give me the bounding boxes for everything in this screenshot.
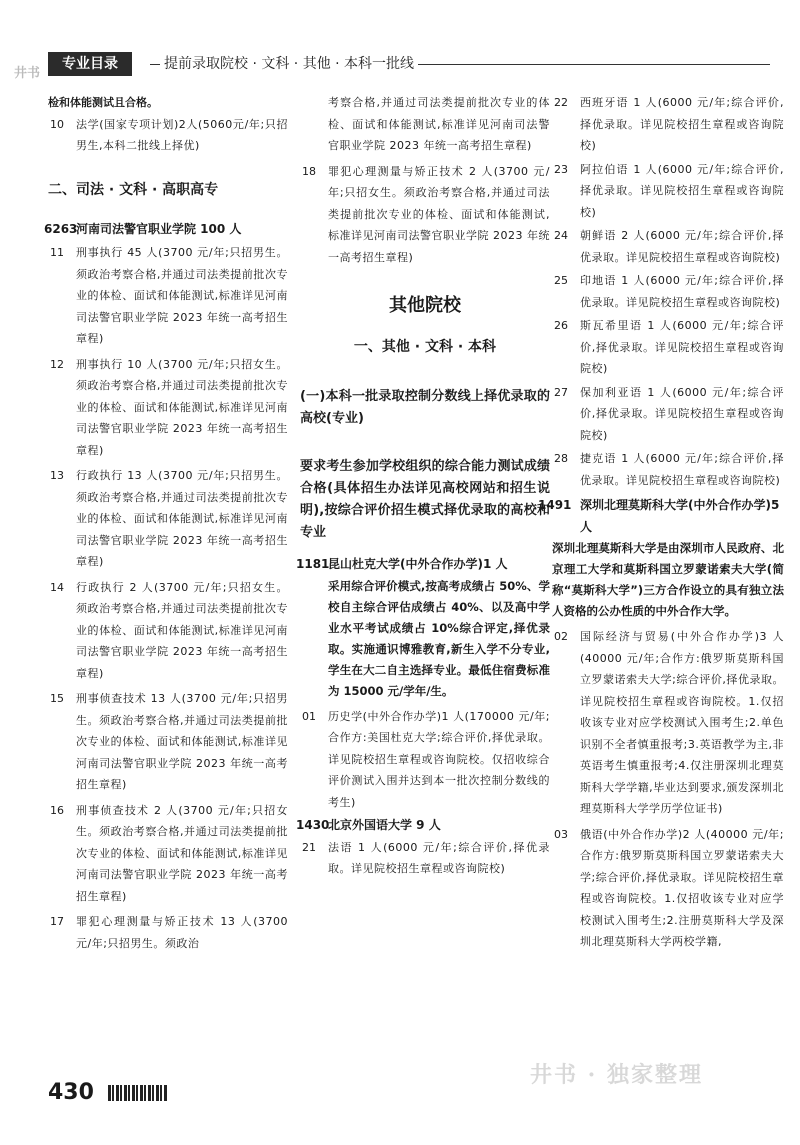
admission-note: 要求考生参加学校组织的综合能力测试成绩合格(具体招生办法详见高校网站和招生说明),按综合评价招生模式择优录取的高校和专业: [300, 459, 550, 540]
continued-entry: [300, 92, 550, 157]
major-entry: [552, 448, 784, 491]
major-text: 西班牙语 1 人(6000 元/年;综合评价,择优录取。详见院校招生章程或咨询院校): [580, 96, 784, 152]
school-code: 1430: [296, 818, 330, 832]
school-description: 采用综合评价模式,按高考成绩占 50%、学校自主综合评估成绩占 40%、以及高中学业水平考试成绩占 10%综合评定,择优录取。实施通识博雅教育,新生入学不分专业,学生在大二自主选择专业。最低住宿费标准为 15000 元/学年/生。: [328, 578, 550, 698]
school-code: 1181: [296, 557, 330, 571]
major-entry: [48, 911, 288, 954]
major-code: 01: [302, 709, 316, 723]
major-entry: [48, 688, 288, 796]
major-text: 国际经济与贸易(中外合作办学)3 人(40000 元/年;合作方:俄罗斯莫斯科国立罗蒙诺索夫大学;综合评价,择优录取。详见院校招生章程或咨询院校。1.仅招收该专业对应学校测试入围考生;2.单色识别不全者慎重报考;3.英语教学为主,非英语考生慎重报考;4.仅注册深圳北理莫斯科大学学籍,毕业达到要求,颁发深圳北理莫斯科大学学历学位证书): [580, 630, 784, 815]
major-text: 印地语 1 人(6000 元/年;综合评价,择优录取。详见院校招生章程或咨询院校): [580, 274, 784, 309]
section-heading: 一、其他 · 文科 · 本科: [353, 339, 497, 355]
major-entry: [552, 225, 784, 268]
page-header: [0, 0, 800, 100]
major-code: 11: [50, 246, 64, 259]
major-text: 保加利亚语 1 人(6000 元/年;综合评价,择优录取。详见院校招生章程或咨询院校): [580, 385, 784, 442]
major-text: 罪犯心理测量与矫正技术 2 人(3700 元/年;只招女生。须政治考察合格,并通过司法类提前批次专业的体检、面试和体能测试,标准详见河南司法警官职业学院 2023 年统一高考招生章程): [328, 164, 550, 264]
major-entry: [552, 382, 784, 447]
header-title: 提前录取院校 · 文科 · 其他 · 本科一批线: [160, 52, 418, 76]
major-code: 24: [554, 229, 568, 242]
major-code: 03: [554, 827, 568, 841]
category-title: 其他院校: [389, 295, 461, 316]
school-code: 1491: [538, 498, 572, 512]
major-code: 10: [50, 117, 64, 131]
major-entry: [552, 92, 784, 157]
school-name: 北京外国语大学 9 人: [328, 818, 441, 832]
major-text: 刑事执行 10 人(3700 元/年;只招女生。须政治考察合格,并通过司法类提前批次专业的体检、面试和体能测试,标准详见河南司法警官职业学院 2023 年统一高考招生章程): [76, 357, 288, 457]
major-text: 行政执行 13 人(3700 元/年;只招男生。须政治考察合格,并通过司法类提前批次专业的体检、面试和体能测试,标准详见河南司法警官职业学院 2023 年统一高考招生章程): [76, 469, 288, 568]
major-entry: [48, 354, 288, 462]
major-entry: [48, 242, 288, 350]
section-heading: 二、司法 · 文科 · 高职高专: [48, 181, 219, 198]
major-text: 刑事执行 45 人(3700 元/年;只招男生。须政治考察合格,并通过司法类提前批次专业的体检、面试和体能测试,标准详见河南司法警官职业学院 2023 年统一高考招生章程): [76, 246, 288, 345]
column-1: [44, 92, 288, 954]
school-heading: [296, 554, 550, 576]
major-entry: [48, 465, 288, 573]
major-text: 行政执行 2 人(3700 元/年;只招女生。须政治考察合格,并通过司法类提前批次专业的体检、面试和体能测试,标准详见河南司法警官职业学院 2023 年统一高考招生章程): [76, 580, 288, 680]
footer-decoration: [108, 1085, 168, 1101]
major-code: 22: [554, 96, 568, 109]
major-text: 朝鲜语 2 人(6000 元/年;综合评价,择优录取。详见院校招生章程或咨询院校): [580, 229, 784, 264]
major-code: 02: [554, 630, 568, 643]
major-code: 26: [554, 319, 568, 332]
column-3: [538, 92, 784, 953]
column-2: [296, 92, 550, 880]
major-text: 斯瓦希里语 1 人(6000 元/年;综合评价,择优录取。详见院校招生章程或咨询院校): [580, 319, 784, 375]
continued-text: 考察合格,并通过司法类提前批次专业的体检、面试和体能测试,标准详见河南司法警官职业学院 2023 年统一高考招生章程): [328, 96, 550, 152]
school-heading: [538, 495, 784, 538]
school-description: 深圳北理莫斯科大学是由深圳市人民政府、北京理工大学和莫斯科国立罗蒙诺索夫大学(简称“莫斯科大学”)三方合作设立的具有独立法人资格的公办性质的中外合作大学。: [552, 541, 784, 618]
major-entry: [300, 161, 550, 269]
major-text: 捷克语 1 人(6000 元/年;综合评价,择优录取。详见院校招生章程或咨询院校): [580, 452, 784, 487]
school-name: 河南司法警官职业学院 100 人: [76, 221, 242, 236]
major-entry: [300, 837, 550, 880]
major-entry: [48, 577, 288, 685]
major-code: 28: [554, 452, 568, 465]
major-text: 阿拉伯语 1 人(6000 元/年;综合评价,择优录取。详见院校招生章程或咨询院校): [580, 162, 784, 219]
major-text: 俄语(中外合作办学)2 人(40000 元/年;合作方:俄罗斯莫斯科国立罗蒙诺索夫大学;综合评价,择优录取。详见院校招生章程或咨询院校。1.仅招收该专业对应学校测试入围考生;2.注册莫斯科大学及深圳北理莫斯科大学两校学籍,: [580, 827, 784, 948]
major-text: 法语 1 人(6000 元/年;综合评价,择优录取。详见院校招生章程或咨询院校): [328, 840, 550, 875]
major-entry: [300, 706, 550, 814]
major-code: 18: [302, 164, 316, 178]
major-code: 15: [50, 692, 64, 705]
major-code: 14: [50, 580, 64, 594]
major-code: 25: [554, 274, 568, 287]
major-code: 13: [50, 469, 64, 482]
major-entry: [552, 270, 784, 313]
major-entry: [552, 159, 784, 224]
watermark: 井书 · 独家整理: [530, 1062, 703, 1088]
major-text: 历史学(中外合作办学)1 人(170000 元/年;合作方:美国杜克大学;综合评价,择优录取。详见院校招生章程或咨询院校。仅招收综合评价测试入围并达到本一批次控制分数线的考生): [328, 709, 550, 809]
major-entry: [552, 824, 784, 953]
major-code: 23: [554, 162, 568, 176]
school-name: 昆山杜克大学(中外合作办学)1 人: [328, 557, 508, 571]
school-name: 深圳北理莫斯科大学(中外合作办学)5 人: [580, 498, 780, 534]
major-entry: [552, 626, 784, 820]
publisher-logo: 井书: [14, 66, 41, 81]
school-heading: [44, 219, 288, 241]
major-entry: [48, 114, 288, 157]
subsection-heading: (一)本科一批录取控制分数线上择优录取的高校(专业): [300, 389, 550, 426]
major-code: 17: [50, 915, 64, 928]
major-code: 27: [554, 385, 568, 399]
major-text: 罪犯心理测量与矫正技术 13 人(3700 元/年;只招男生。须政治: [76, 915, 288, 950]
major-text: 刑事侦查技术 13 人(3700 元/年;只招男生。须政治考察合格,并通过司法类提前批次专业的体检、面试和体能测试,标准详见河南司法警官职业学院 2023 年统一高考招生章程): [76, 692, 288, 791]
major-code: 12: [50, 357, 64, 371]
continued-text: 检和体能测试且合格。: [48, 96, 158, 109]
page-number: 430: [48, 1080, 94, 1105]
major-entry: [48, 800, 288, 908]
major-text: 法学(国家专项计划)2人(5060元/年;只招男生,本科二批线上择优): [76, 117, 288, 152]
section-tag: 专业目录: [48, 52, 132, 76]
major-code: 21: [302, 840, 316, 854]
school-code: 6263: [44, 221, 78, 236]
school-heading: [296, 815, 550, 837]
major-entry: [552, 315, 784, 380]
major-code: 16: [50, 803, 64, 817]
major-text: 刑事侦查技术 2 人(3700 元/年;只招女生。须政治考察合格,并通过司法类提前批次专业的体检、面试和体能测试,标准详见河南司法警官职业学院 2023 年统一高考招生章程): [76, 803, 288, 903]
